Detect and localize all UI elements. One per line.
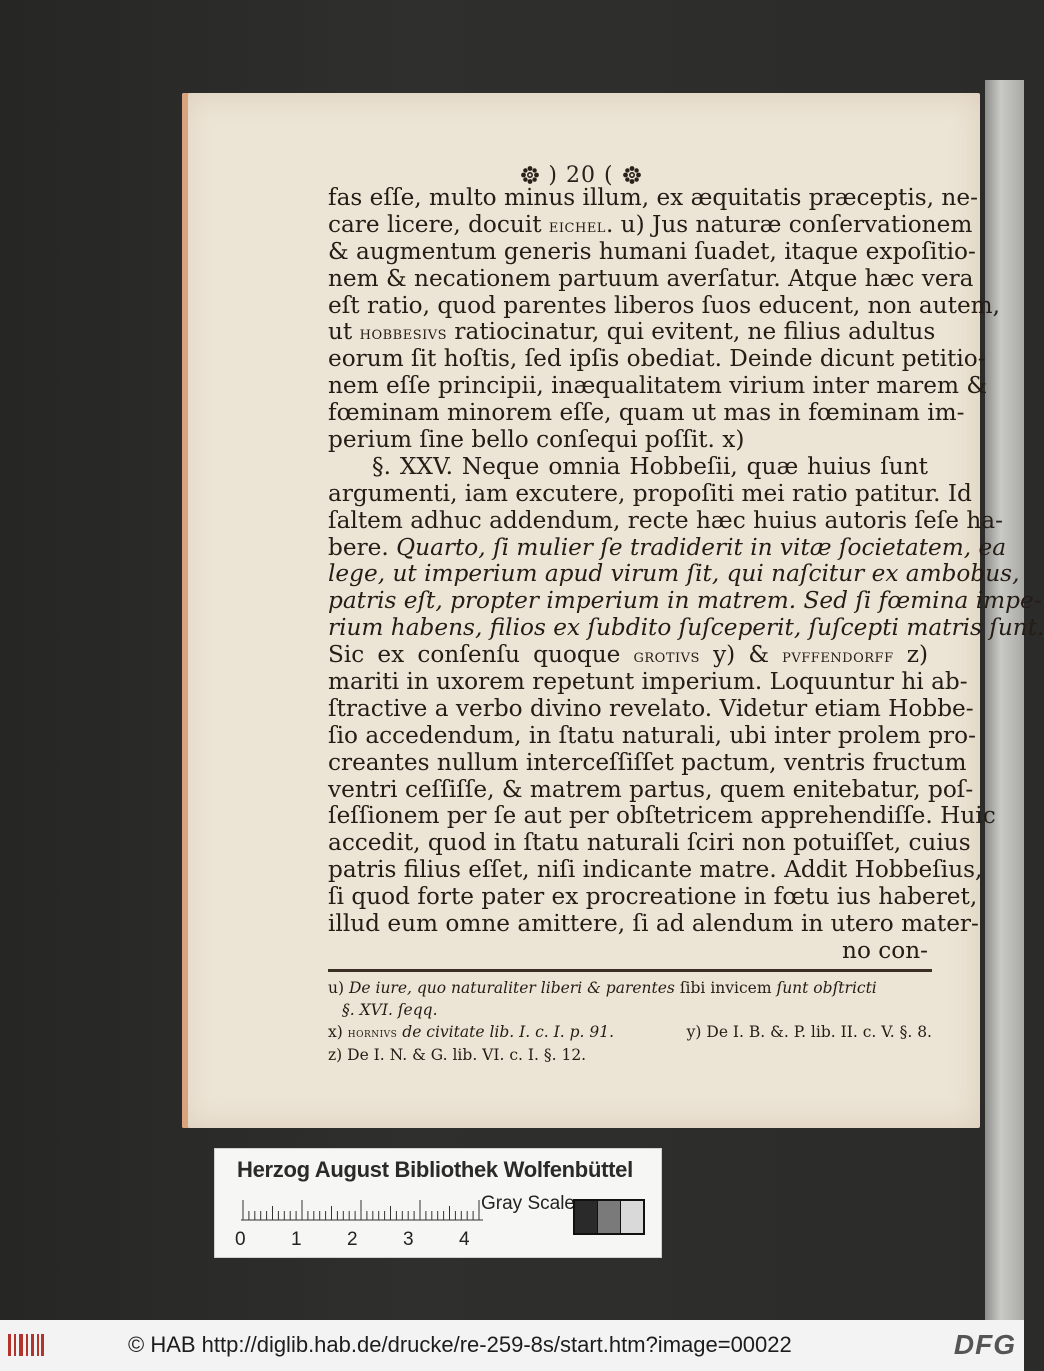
text-run: de civitate lib. I. c. I. p. 91. xyxy=(402,1023,615,1041)
rosette-icon xyxy=(622,165,642,185)
text-line xyxy=(328,506,1003,535)
footer-bar xyxy=(0,1320,1024,1371)
copyright-url: © HAB http://diglib.hab.de/drucke/re-259-8s/start.htm?image=00022 xyxy=(128,1332,792,1357)
text-run: ſunt obſtricti xyxy=(776,979,877,997)
text-run: De iure, quo naturaliter liberi & parentes xyxy=(348,979,675,997)
text-line xyxy=(328,533,1007,562)
text-run: §. XVI. ſeqq. xyxy=(342,1001,438,1019)
text-line xyxy=(328,427,928,454)
ruler-number: 0 xyxy=(235,1229,246,1250)
text-line xyxy=(328,748,967,777)
text-line xyxy=(328,237,976,266)
text-run: bere. xyxy=(328,533,397,561)
text-line xyxy=(328,856,983,884)
footnote-y xyxy=(687,1021,932,1044)
text-line xyxy=(328,479,972,508)
text-run: fas eſſe, multo minus illum, ex æquitatis præceptis, ne- xyxy=(328,184,978,211)
ruler-number: 2 xyxy=(347,1229,358,1250)
hab-barcode-logo-icon xyxy=(6,1330,46,1360)
text-run: hobbesivs xyxy=(359,322,448,345)
text-line xyxy=(328,775,974,804)
text-run: . u) Jus naturæ conſervationem xyxy=(605,210,973,238)
text-run: perium ſine bello conſequi poſſit. x) xyxy=(328,426,745,454)
text-line xyxy=(328,372,987,400)
library-name: Herzog August Bibliothek Wolfenbüttel xyxy=(237,1157,633,1182)
scale-ruler xyxy=(241,1197,483,1221)
text-line xyxy=(328,345,986,373)
text-line xyxy=(328,614,1044,642)
text-line xyxy=(328,721,976,750)
text-run: lege, ut imperium apud virum ſit, qui naſcitur ex ambobus, xyxy=(328,560,1020,588)
text-run: z) xyxy=(893,641,928,669)
text-line xyxy=(328,883,978,911)
text-line xyxy=(328,910,979,938)
text-run: care licere, docuit xyxy=(328,210,549,238)
text-run: u) xyxy=(328,979,349,997)
book-edge xyxy=(985,80,1024,1320)
rosette-icon xyxy=(520,165,540,185)
text-line xyxy=(328,454,928,481)
text-run: creantes nullum interceſſiſſet pactum, ventris fructum xyxy=(328,748,967,776)
text-run: grotivs xyxy=(633,645,700,668)
text-line xyxy=(328,694,974,723)
page-number: ) 20 ( xyxy=(548,163,614,188)
text-run: patris filius eſſet, niſi indicante matre. Addit Hobbeſius, xyxy=(328,856,983,884)
text-run: accedit, quod in ſtatu naturali ſciri non potuiſſet, cuius xyxy=(328,829,971,857)
ruler-numbers xyxy=(235,1229,495,1253)
text-run: ut xyxy=(328,318,360,346)
text-line xyxy=(328,802,996,830)
footnote-x xyxy=(328,1021,614,1044)
text-run: eſt ratio, quod parentes liberos ſuos educent, non autem, xyxy=(328,291,1001,319)
text-run: ſeſſionem per ſe aut per obſtetricem apprehendiſſe. Huic xyxy=(328,802,996,830)
text-run: mariti in uxorem repetunt imperium. Loquuntur hi ab- xyxy=(328,668,968,696)
text-run: patris eſt, propter imperium in matrem. Sed ſi fœmina impe- xyxy=(328,587,1042,615)
text-run: Sic ex conſenſu quoque xyxy=(328,641,634,669)
text-run: fœminam minorem eſſe, quam ut mas in fœminam im- xyxy=(328,399,965,427)
text-line xyxy=(328,210,973,239)
text-run: nem eſſe principii, inæqualitatem virium inter marem & xyxy=(328,372,987,400)
gray-scale-swatch xyxy=(573,1199,645,1235)
gray-scale-label: Gray Scale xyxy=(481,1193,575,1214)
text-line xyxy=(328,264,974,293)
text-run: nem & necationem partuum averſatur. Atque hæc vera xyxy=(328,264,974,292)
text-run: ventri ceſſiſſe, & matrem partus, quem enitebatur, poſ- xyxy=(328,775,974,803)
footnote-rule xyxy=(328,969,932,972)
text-line xyxy=(328,399,965,427)
text-run: ratiocinatur, qui evitent, ne filius adultus xyxy=(447,318,936,346)
text-run: hornivs xyxy=(347,1025,398,1040)
text-run: Quarto, ſi mulier ſe tradiderit in vitæ ſocietatem, ea xyxy=(396,533,1007,561)
text-line xyxy=(328,668,968,696)
text-line xyxy=(328,587,1042,615)
text-run: ſaltem adhuc addendum, recte hæc huius autoris ſeſe ha- xyxy=(328,506,1003,534)
library-label-card xyxy=(214,1148,662,1258)
gray-swatch-cell xyxy=(620,1201,643,1233)
dfg-logo: DFG xyxy=(953,1329,1016,1360)
text-line xyxy=(328,642,928,669)
footnote-z xyxy=(328,1044,932,1066)
ruler-number: 1 xyxy=(291,1229,302,1250)
footnotes-block xyxy=(328,977,932,1066)
text-run: eorum ſit hoſtis, ſed ipſis obediat. Deinde dicunt petitio- xyxy=(328,345,986,373)
text-run: §. XXV. Neque omnia Hobbeſii, quæ huius ſunt xyxy=(372,452,928,480)
text-run: illud eum omne amittere, ſi ad alendum in utero mater- xyxy=(328,910,979,938)
footnote-u-continued xyxy=(328,999,932,1021)
gray-swatch-cell xyxy=(597,1201,620,1233)
footnote-u xyxy=(328,977,932,999)
book-page xyxy=(182,93,1044,1128)
text-run: no con- xyxy=(842,936,928,964)
text-line xyxy=(328,560,1020,588)
text-line xyxy=(328,938,928,965)
text-run: eichel xyxy=(548,214,606,237)
text-run: x) xyxy=(328,1023,348,1041)
text-run: & augmentum generis humani ſuadet, itaque expoſitio- xyxy=(328,237,976,265)
gray-swatch-cell xyxy=(575,1201,597,1233)
text-run: z) De I. N. & G. lib. VI. c. I. §. 12. xyxy=(328,1046,587,1064)
text-run: y) & xyxy=(699,641,783,669)
text-run: argumenti, iam excutere, propoſiti mei ratio patitur. Id xyxy=(328,479,972,507)
text-line xyxy=(328,184,978,212)
text-line xyxy=(328,291,1001,320)
text-run: ſibi invicem xyxy=(674,979,777,997)
text-run: ſio accedendum, in ſtatu naturali, ubi inter prolem pro- xyxy=(328,721,976,749)
text-run: rium habens, filios ex ſubdito ſuſceperit, ſuſcepti matris ſunt. xyxy=(328,614,1044,642)
ruler-number: 4 xyxy=(459,1229,470,1250)
ruler-number: 3 xyxy=(403,1229,414,1250)
main-text-block xyxy=(328,184,1044,965)
text-run: pvffendorff xyxy=(782,645,894,668)
text-line xyxy=(328,829,971,857)
text-run: ſtractive a verbo divino revelato. Videtur etiam Hobbe- xyxy=(328,694,974,722)
text-run: ſi quod forte pater ex procreatione in fœtu ius haberet, xyxy=(328,883,978,911)
text-run: y) De I. B. &. P. lib. II. c. V. §. 8. xyxy=(686,1023,932,1041)
text-line xyxy=(328,318,936,346)
